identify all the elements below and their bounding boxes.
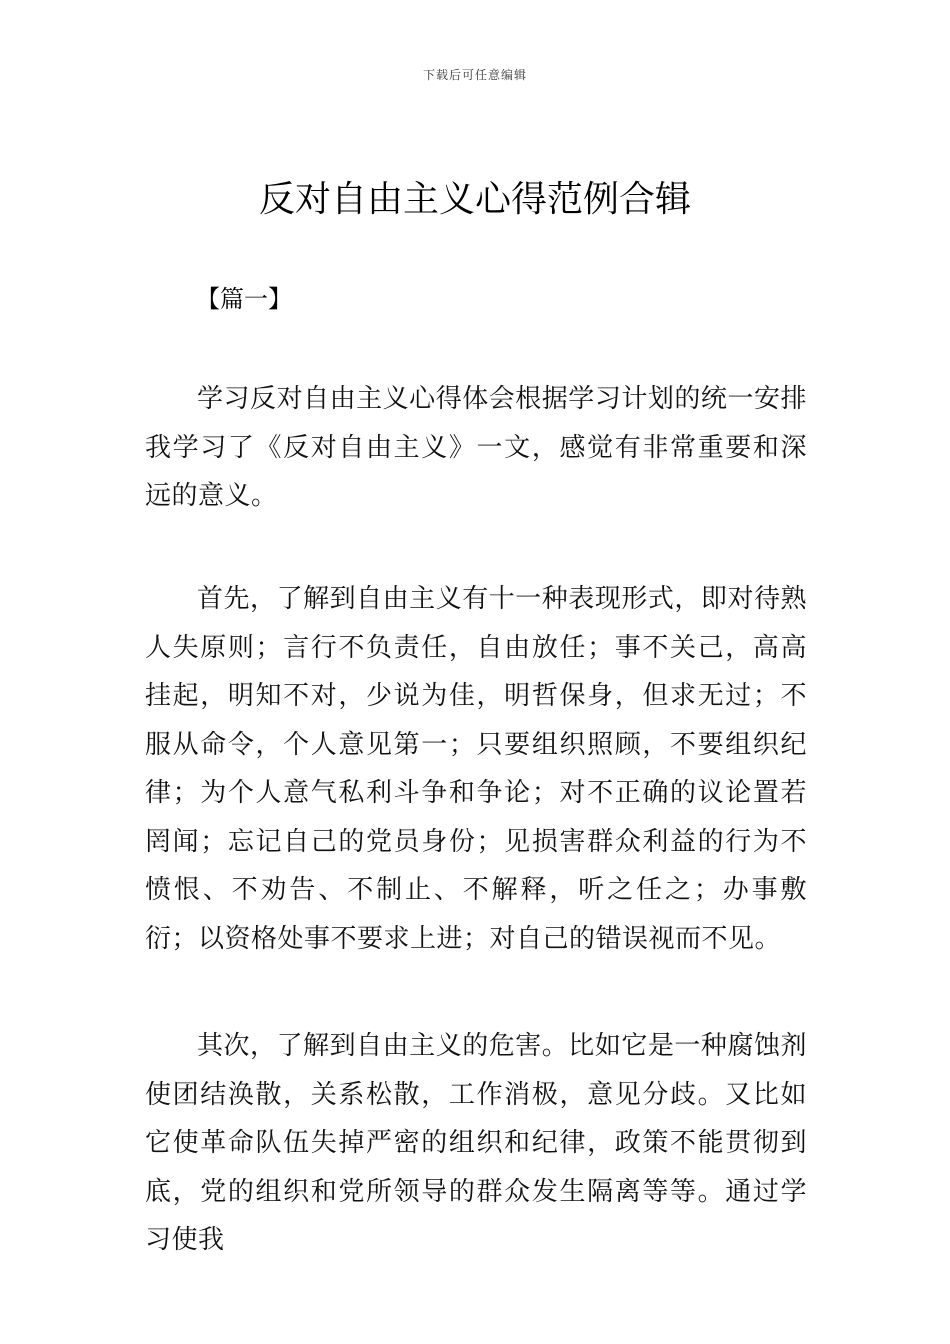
body-paragraph: 其次，了解到自由主义的危害。比如它是一种腐蚀剂使团结涣散，关系松散，工作消极，意见分歧。又比如它使革命队伍失掉严密的组织和纪律，政策不能贯彻到底，党的组织和党所领导的群众发生隔离等等。通过学习使我 [145, 1031, 807, 1255]
section-label: 【篇一】 [196, 285, 292, 313]
body-paragraph: 首先，了解到自由主义有十一种表现形式，即对待熟人失原则；言行不负责任，自由放任；事不关己，高高挂起，明知不对，少说为佳，明哲保身，但求无过；不服从命令，个人意见第一；只要组织照顾，不要组织纪律；为个人意气私利斗争和争论；对不正确的议论置若罔闻；忘记自己的党员身份；见损害群众利益的行为不愤恨、不劝告、不制止、不解释，听之任之；办事敷衍；以资格处事不要求上进；对自己的错误视而不见。 [145, 584, 807, 954]
body-paragraph: 学习反对自由主义心得体会根据学习计划的统一安排我学习了《反对自由主义》一文，感觉有非常重要和深远的意义。 [145, 384, 807, 511]
document-title: 反对自由主义心得范例合辑 [258, 179, 691, 220]
header-note: 下载后可任意编辑 [422, 68, 527, 82]
